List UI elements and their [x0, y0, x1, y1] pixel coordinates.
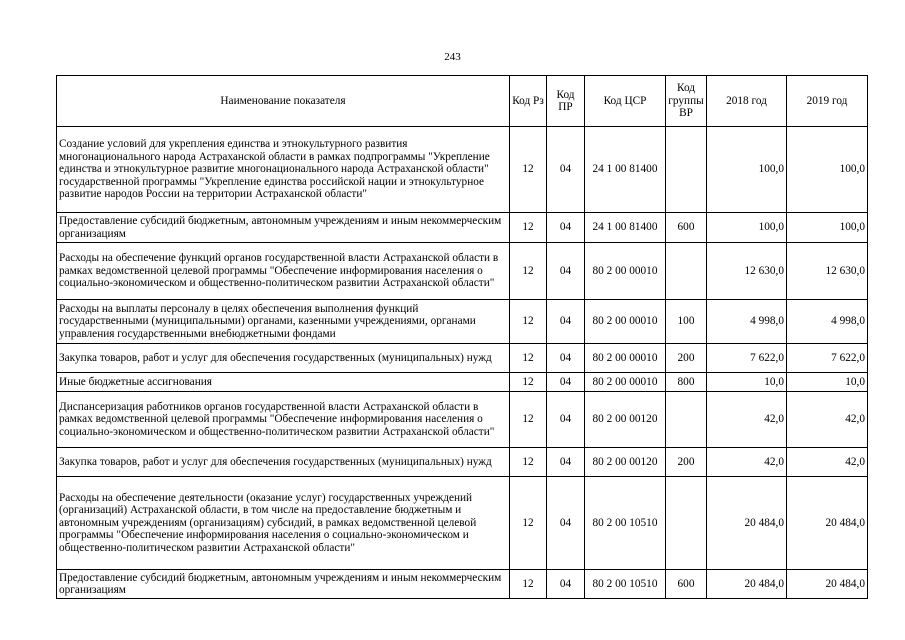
row-name: Закупка товаров, работ и услуг для обеспечения государственных (муниципальных) нужд — [57, 344, 510, 373]
row-rz: 12 — [510, 373, 547, 392]
row-vr — [666, 392, 707, 448]
row-vr: 600 — [666, 570, 707, 599]
row-2018: 20 484,0 — [707, 570, 787, 599]
row-2018: 7 622,0 — [707, 344, 787, 373]
row-2019: 10,0 — [787, 373, 868, 392]
table-row — [57, 392, 868, 448]
row-rz: 12 — [510, 570, 547, 599]
row-vr: 600 — [666, 213, 707, 243]
row-2018: 10,0 — [707, 373, 787, 392]
row-2019: 100,0 — [787, 127, 868, 213]
header-2019: 2019 год — [787, 76, 868, 127]
header-rz: Код Рз — [510, 76, 547, 127]
row-rz: 12 — [510, 300, 547, 344]
row-2018: 42,0 — [707, 392, 787, 448]
header-2018: 2018 год — [707, 76, 787, 127]
table-row — [57, 448, 868, 477]
row-2018: 42,0 — [707, 448, 787, 477]
row-name: Предоставление субсидий бюджетным, автономным учреждениям и иным некоммерческим организациям — [57, 570, 510, 599]
row-csr: 80 2 00 00010 — [585, 344, 666, 373]
row-2019: 42,0 — [787, 392, 868, 448]
row-vr: 200 — [666, 344, 707, 373]
row-pr: 04 — [547, 477, 585, 570]
header-name: Наименование показателя — [57, 76, 510, 127]
row-csr: 80 2 00 00010 — [585, 243, 666, 300]
row-csr: 80 2 00 10510 — [585, 570, 666, 599]
row-name: Иные бюджетные ассигнования — [57, 373, 510, 392]
row-vr: 100 — [666, 300, 707, 344]
row-pr: 04 — [547, 300, 585, 344]
row-rz: 12 — [510, 213, 547, 243]
table-row — [57, 344, 868, 373]
row-pr: 04 — [547, 127, 585, 213]
table-row — [57, 213, 868, 243]
row-pr: 04 — [547, 213, 585, 243]
row-2019: 42,0 — [787, 448, 868, 477]
row-name: Расходы на обеспечение функций органов государственной власти Астраханской области в рамках ведомственной целевой программы "Обеспечение информирования населения о социально-экономическом и общественно-политическом развитии Астраханской области" — [57, 243, 510, 300]
table-header-row — [57, 76, 868, 127]
row-vr — [666, 477, 707, 570]
table-row — [57, 373, 868, 392]
row-vr: 200 — [666, 448, 707, 477]
table-row — [57, 477, 868, 570]
row-csr: 24 1 00 81400 — [585, 127, 666, 213]
row-2019: 7 622,0 — [787, 344, 868, 373]
row-rz: 12 — [510, 344, 547, 373]
row-2019: 20 484,0 — [787, 570, 868, 599]
row-csr: 24 1 00 81400 — [585, 213, 666, 243]
row-csr: 80 2 00 00010 — [585, 300, 666, 344]
table-row — [57, 570, 868, 599]
row-vr — [666, 127, 707, 213]
row-2019: 100,0 — [787, 213, 868, 243]
row-vr — [666, 243, 707, 300]
row-2018: 20 484,0 — [707, 477, 787, 570]
row-vr: 800 — [666, 373, 707, 392]
row-2019: 12 630,0 — [787, 243, 868, 300]
row-name: Предоставление субсидий бюджетным, автономным учреждениям и иным некоммерческим организациям — [57, 213, 510, 243]
row-2019: 20 484,0 — [787, 477, 868, 570]
row-rz: 12 — [510, 392, 547, 448]
row-pr: 04 — [547, 570, 585, 599]
row-pr: 04 — [547, 243, 585, 300]
header-vr: Код группы ВР — [666, 76, 707, 127]
row-csr: 80 2 00 10510 — [585, 477, 666, 570]
header-csr: Код ЦСР — [585, 76, 666, 127]
row-name: Создание условий для укрепления единства и этнокультурного развития многонационального народа Астраханской области в рамках подпрограммы "Укрепление единства и этнокультурное развитие многонационального народа Астраханской области" государственной программы "Укрепление единства российской нации и этнокультурное развитие народов России на территории Астраханской области" — [57, 127, 510, 213]
row-rz: 12 — [510, 243, 547, 300]
row-csr: 80 2 00 00120 — [585, 448, 666, 477]
row-2018: 100,0 — [707, 127, 787, 213]
row-rz: 12 — [510, 477, 547, 570]
budget-table — [56, 75, 868, 599]
row-name: Расходы на выплаты персоналу в целях обеспечения выполнения функций государственными (муниципальными) органами, казенными учреждениями, органами управления государственными внебюджетными фондами — [57, 300, 510, 344]
row-pr: 04 — [547, 344, 585, 373]
table-row — [57, 300, 868, 344]
row-name: Диспансеризация работников органов государственной власти Астраханской области в рамках ведомственной целевой программы "Обеспечение информирования населения о социально-экономическом и общественно-политическом развитии Астраханской области" — [57, 392, 510, 448]
row-pr: 04 — [547, 392, 585, 448]
row-2018: 100,0 — [707, 213, 787, 243]
table-row — [57, 127, 868, 213]
header-pr: Код ПР — [547, 76, 585, 127]
row-2018: 12 630,0 — [707, 243, 787, 300]
row-pr: 04 — [547, 373, 585, 392]
row-csr: 80 2 00 00010 — [585, 373, 666, 392]
row-rz: 12 — [510, 448, 547, 477]
row-rz: 12 — [510, 127, 547, 213]
row-name: Закупка товаров, работ и услуг для обеспечения государственных (муниципальных) нужд — [57, 448, 510, 477]
row-csr: 80 2 00 00120 — [585, 392, 666, 448]
row-pr: 04 — [547, 448, 585, 477]
row-2019: 4 998,0 — [787, 300, 868, 344]
row-2018: 4 998,0 — [707, 300, 787, 344]
table-row — [57, 243, 868, 300]
page-number: 243 — [444, 51, 461, 63]
row-name: Расходы на обеспечение деятельности (оказание услуг) государственных учреждений (организаций) Астраханской области, в том числе на предоставление бюджетным и автономным учреждениям (организациям) субсидий, в рамках ведомственной целевой программы "Обеспечение информирования населения о социально-экономическом и общественно-политическом развитии Астраханской области" — [57, 477, 510, 570]
